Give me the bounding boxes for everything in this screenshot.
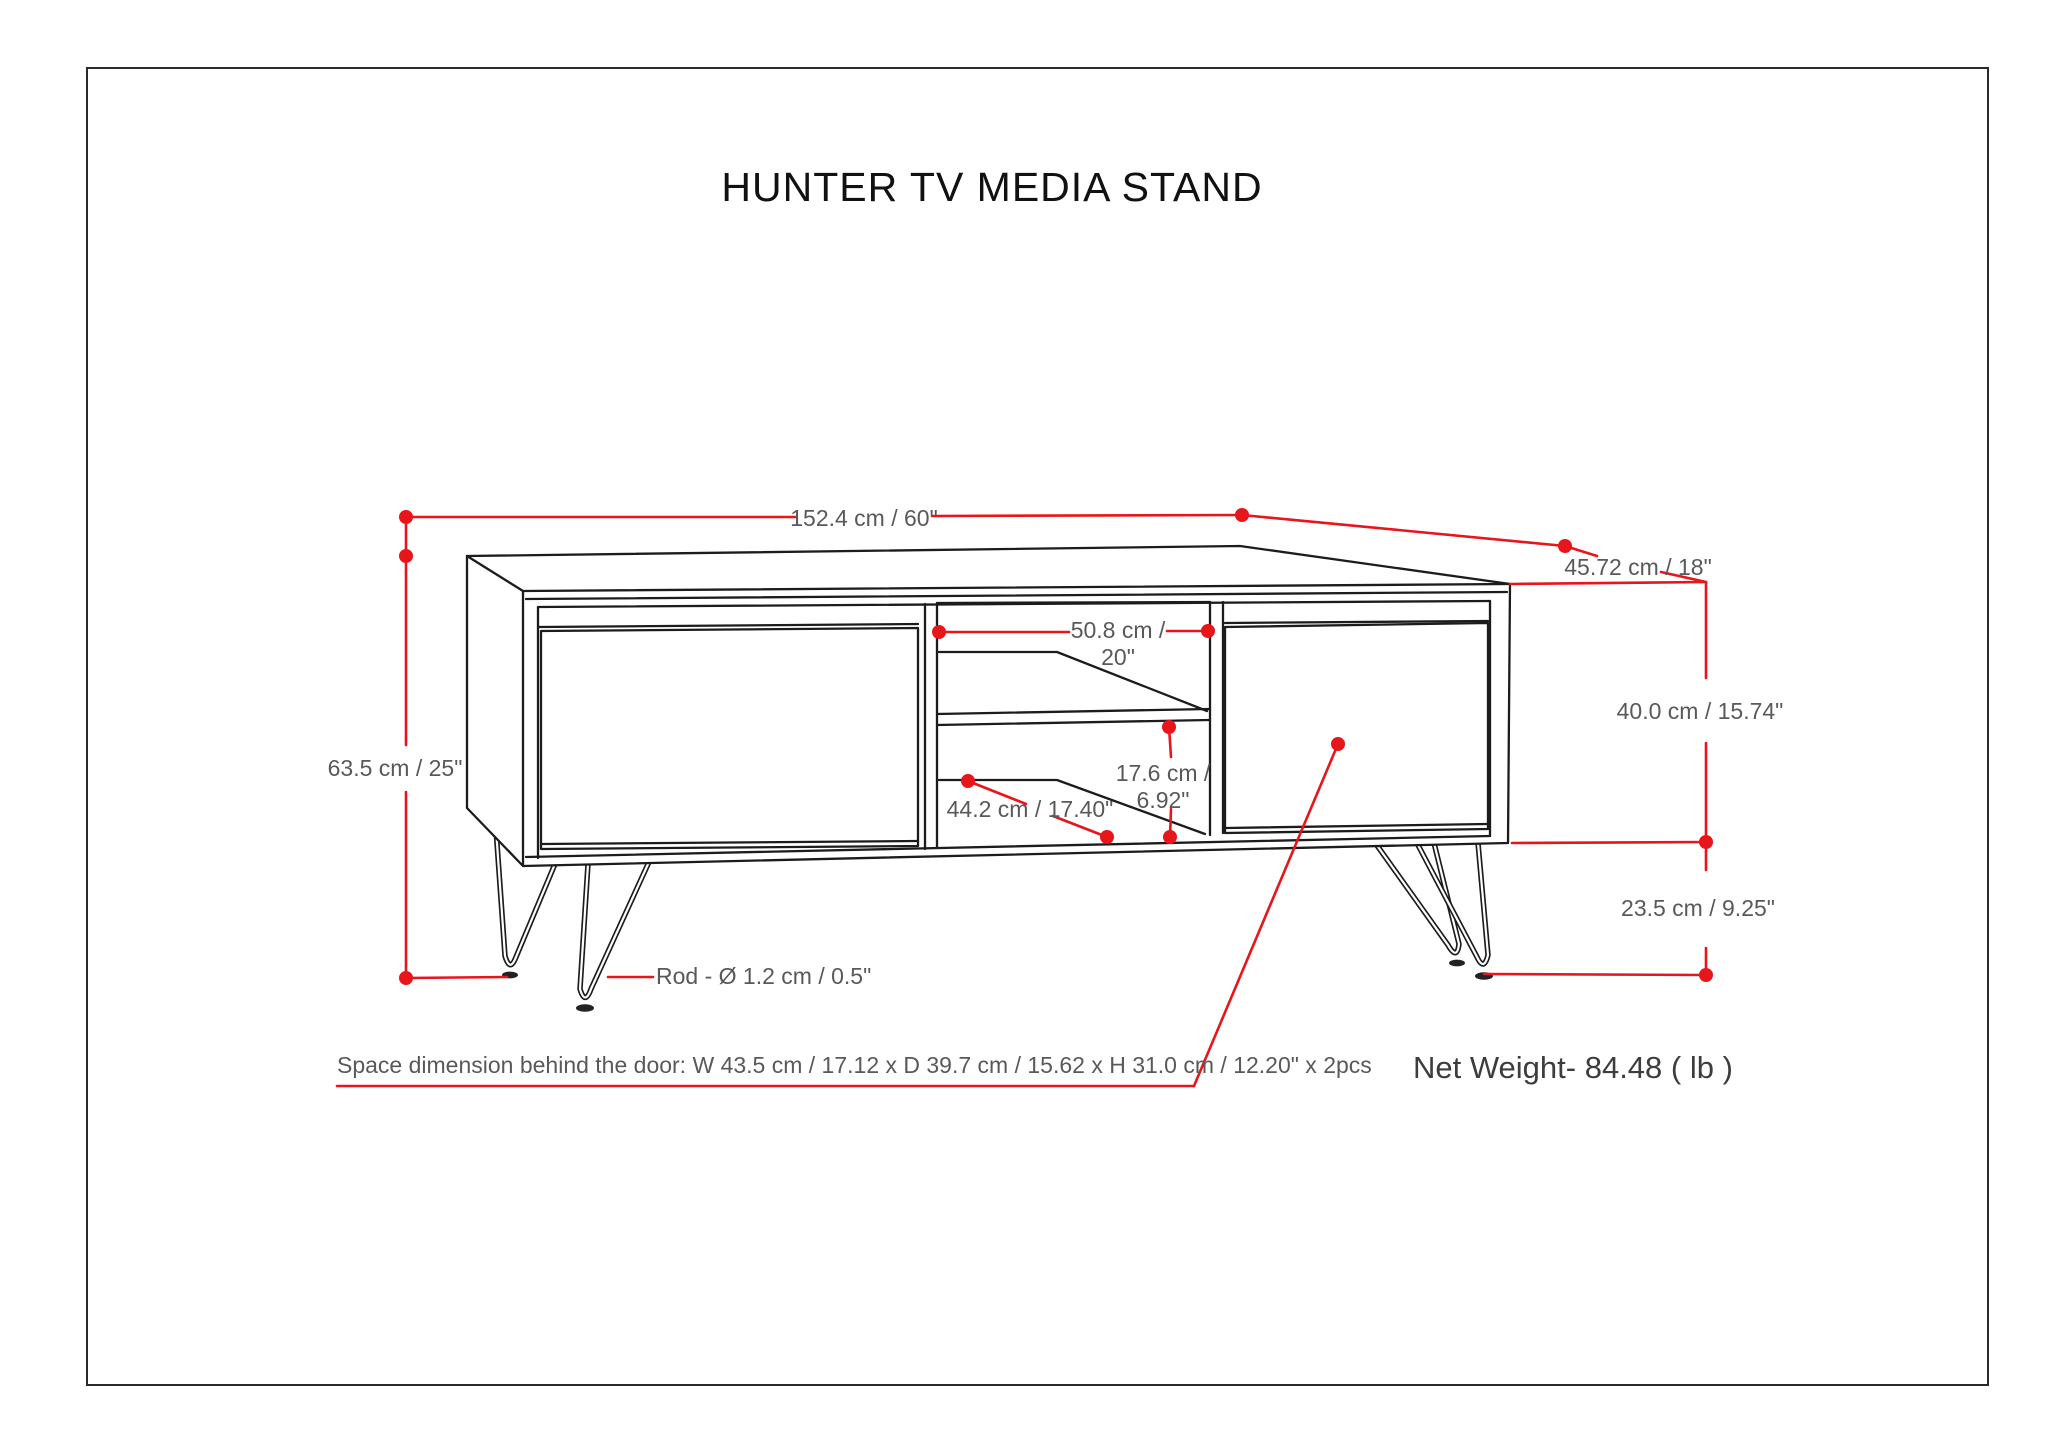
leg-height-label: 23.5 cm / 9.25" <box>1621 895 1775 921</box>
shelf-depth-label: 44.2 cm / 17.40" <box>946 796 1114 822</box>
middle-height-label-line1: 17.6 cm / <box>1115 760 1211 786</box>
cabinet-height-label: 40.0 cm / 15.74" <box>1616 698 1784 724</box>
rod-diameter-label: Rod - Ø 1.2 cm / 0.5" <box>656 963 872 989</box>
net-weight-label: Net Weight- 84.48 ( lb ) <box>1413 1050 1733 1085</box>
overall-depth-label: 45.72 cm / 18" <box>1564 554 1712 580</box>
space-dimension-note: Space dimension behind the door: W 43.5 cm / 17.12 x D 39.7 cm / 15.62 x H 31.0 cm / 12.20" x 2pcs <box>337 1052 1372 1078</box>
overall-width-label: 152.4 cm / 60" <box>790 505 938 531</box>
leg-foot <box>576 1004 594 1012</box>
page-title: HUNTER TV MEDIA STAND <box>721 164 1263 210</box>
middle-height-label-line2: 6.92" <box>1136 787 1190 813</box>
tv-stand-drawing <box>467 546 1510 1012</box>
overall-height-label: 63.5 cm / 25" <box>327 755 463 781</box>
middle-width-label-line2: 20" <box>1101 644 1135 670</box>
leg-foot <box>1449 960 1465 967</box>
middle-width-label-line1: 50.8 cm / <box>1070 617 1166 643</box>
